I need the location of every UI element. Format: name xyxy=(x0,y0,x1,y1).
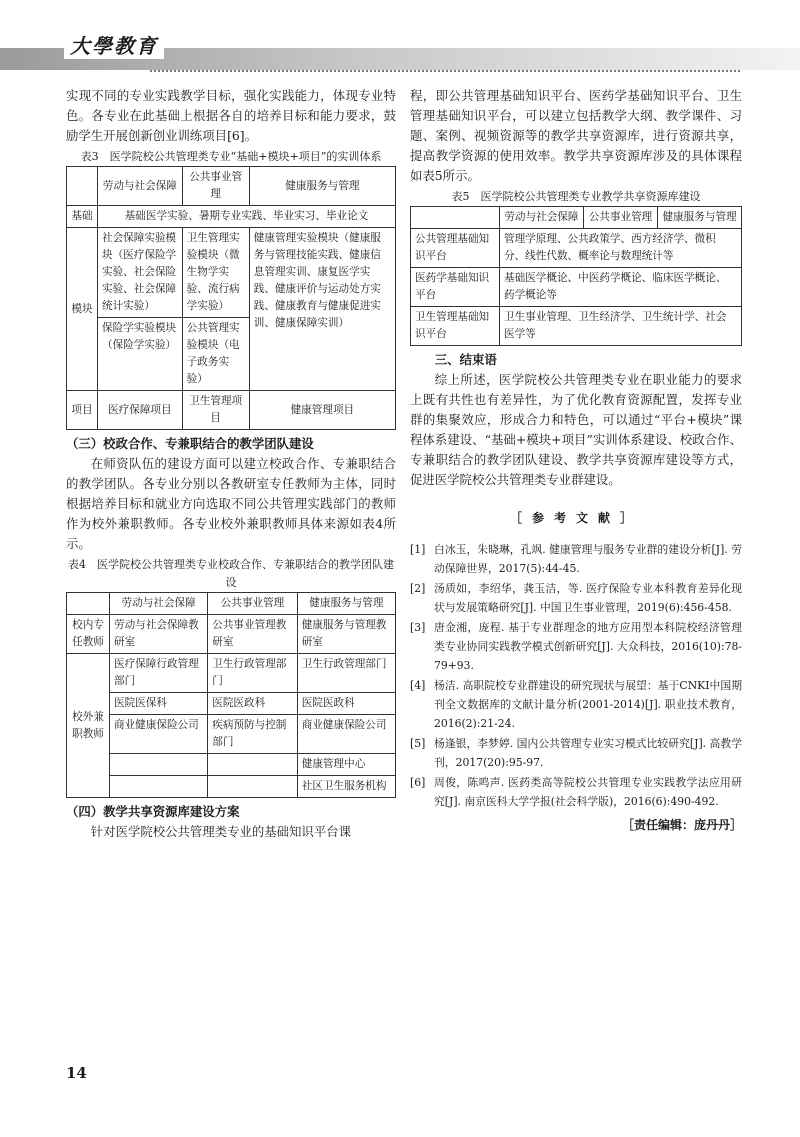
table-cell: 卫生行政管理部门 xyxy=(297,654,395,693)
right-paragraph-1: 程，即公共管理基础知识平台、医药学基础知识平台、卫生管理基础知识平台，可以建立包括教学大纲、教学课件、习题、案例、视频资源等的教学共享资源库，进行资源共享，提高教学资源的使用效率。教学共享资源库涉及的具体课程如表5所示。 xyxy=(410,88,742,183)
reference-item xyxy=(410,734,742,772)
table-cell: 疾病预防与控制部门 xyxy=(208,715,298,754)
table-header-cell xyxy=(411,207,500,229)
reference-text: 唐金湘，庞程. 基于专业群理念的地方应用型本科院校经济管理类专业协同实践教学模式创新研究[J]. 大众科技，2016(10):78-79+93. xyxy=(434,621,742,672)
table-header-cell: 健康服务与管理 xyxy=(297,593,395,615)
table-cell: 健康管理中心 xyxy=(297,754,395,776)
table-row-label: 医药学基础知识平台 xyxy=(411,268,500,307)
table-row xyxy=(67,206,396,228)
references-heading: ［参考文献］ xyxy=(509,511,642,525)
table-cell: 社区卫生服务机构 xyxy=(297,776,395,798)
table-cell: 医院医政科 xyxy=(208,693,298,715)
reference-item xyxy=(410,676,742,733)
reference-number: [4] xyxy=(410,679,426,692)
reference-number: [6] xyxy=(410,776,426,789)
table-cell xyxy=(208,776,298,798)
table-cell xyxy=(110,754,208,776)
table4-caption: 表4 医学院校公共管理类专业校政合作、专兼职结合的教学团队建设 xyxy=(68,558,394,589)
responsible-editor: ［责任编辑：庞丹丹］ xyxy=(621,818,742,832)
table-cell xyxy=(110,776,208,798)
table-header-cell xyxy=(67,593,110,615)
table-cell: 劳动与社会保障教研室 xyxy=(110,615,208,654)
table-header-cell: 公共事业管理 xyxy=(583,207,657,229)
table-header-cell: 公共事业管理 xyxy=(208,593,298,615)
table-cell: 医院医保科 xyxy=(110,693,208,715)
page-header xyxy=(0,30,800,78)
table3 xyxy=(66,166,396,430)
table-cell: 管理学原理、公共政策学、西方经济学、微积分、线性代数、概率论与数理统计等 xyxy=(500,229,742,268)
table-row-label: 校外兼职教师 xyxy=(67,654,110,798)
table-row xyxy=(411,307,742,346)
table-cell: 卫生事业管理、卫生经济学、卫生统计学、社会医学等 xyxy=(500,307,742,346)
page-number: 14 xyxy=(66,1064,87,1082)
table-row-label: 校内专任教师 xyxy=(67,615,110,654)
reference-number: [2] xyxy=(410,582,426,595)
table-cell: 商业健康保险公司 xyxy=(297,715,395,754)
table-row-label: 模块 xyxy=(67,228,98,391)
table-row-label: 项目 xyxy=(67,391,98,430)
table-header-cell: 劳动与社会保障 xyxy=(500,207,584,229)
table5-caption: 表5 医学院校公共管理类专业教学共享资源库建设 xyxy=(451,190,701,203)
table-header-cell: 劳动与社会保障 xyxy=(110,593,208,615)
table-cell: 卫生管理项目 xyxy=(182,391,249,430)
header-dotted-rule xyxy=(150,70,740,72)
table-header-cell: 健康服务与管理 xyxy=(249,167,395,206)
table-row xyxy=(411,229,742,268)
table-cell: 公共事业管理教研室 xyxy=(208,615,298,654)
section-heading-4: （四）教学共享资源库建设方案 xyxy=(66,804,240,819)
table-row xyxy=(67,693,396,715)
table-cell: 医疗保障项目 xyxy=(98,391,183,430)
table-cell: 基础医学概论、中医药学概论、临床医学概论、药学概论等 xyxy=(500,268,742,307)
table-cell: 公共管理实验模块（电子政务实验） xyxy=(182,318,249,391)
table-row xyxy=(67,167,396,206)
reference-item xyxy=(410,540,742,578)
reference-text: 杨逢银，李梦婷. 国内公共管理专业实习模式比较研究[J]. 高教学刊，2017(20):95-97. xyxy=(434,737,742,769)
table-row-label: 基础 xyxy=(67,206,98,228)
table-cell xyxy=(208,754,298,776)
table-cell: 健康管理项目 xyxy=(249,391,395,430)
right-paragraph-2: 综上所述，医学院校公共管理类专业在职业能力的要求上既有共性也有差异性，为了优化教育资源配置，发挥专业群的集聚效应，形成合力和特色，可以通过“平台+模块”课程体系建设、“基础+模块+项目”实训体系建设、校政合作、专兼职结合的教学团队建设、教学共享资源库建设等方式，促进医学院校公共管理类专业群建设。 xyxy=(410,372,742,487)
section-heading-3: （三）校政合作、专兼职结合的教学团队建设 xyxy=(66,436,314,451)
table-row xyxy=(67,754,396,776)
conclusion-heading: 三、结束语 xyxy=(434,352,497,367)
left-paragraph-3: 针对医学院校公共管理类专业的基础知识平台课 xyxy=(90,824,351,839)
references-list xyxy=(410,540,742,811)
table-row xyxy=(67,776,396,798)
table-cell: 医院医政科 xyxy=(297,693,395,715)
table-cell: 商业健康保险公司 xyxy=(110,715,208,754)
reference-item xyxy=(410,773,742,811)
table-row xyxy=(67,615,396,654)
table-cell: 基础医学实验、暑期专业实践、毕业实习、毕业论文 xyxy=(98,206,396,228)
table-row xyxy=(67,391,396,430)
table-cell: 健康服务与管理教研室 xyxy=(297,615,395,654)
table-cell: 保险学实验模块（保险学实验） xyxy=(98,318,183,391)
table-row xyxy=(411,268,742,307)
left-column xyxy=(66,86,396,842)
table-row-label: 公共管理基础知识平台 xyxy=(411,229,500,268)
table-row xyxy=(67,593,396,615)
reference-number: [5] xyxy=(410,737,426,750)
reference-text: 杨洁. 高职院校专业群建设的研究现状与展望：基于CNKI中国期刊全文数据库的文献计量分析(2001-2014)[J]. 职业技术教育，2016(2):21-24. xyxy=(434,679,742,730)
table-header-cell xyxy=(67,167,98,206)
reference-item xyxy=(410,579,742,617)
table5 xyxy=(410,206,742,346)
table-cell: 医疗保障行政管理部门 xyxy=(110,654,208,693)
table-row xyxy=(411,207,742,229)
table-row xyxy=(67,715,396,754)
table-header-cell: 健康服务与管理 xyxy=(658,207,742,229)
right-column xyxy=(410,86,742,835)
reference-number: [3] xyxy=(410,621,426,634)
table3-caption: 表3 医学院校公共管理类专业“基础+模块+项目”的实训体系 xyxy=(80,150,382,163)
table-row xyxy=(67,654,396,693)
left-paragraph-1: 实现不同的专业实践教学目标，强化实践能力，体现专业特色。各专业在此基础上根据各自的培养目标和能力要求，鼓励学生开展创新创业训练项目[6]。 xyxy=(66,88,396,143)
reference-text: 白冰玉，朱晓琳，孔飒. 健康管理与服务专业群的建设分析[J]. 劳动保障世界，2017(5):44-45. xyxy=(434,543,742,575)
table-header-cell: 公共事业管理 xyxy=(182,167,249,206)
reference-text: 汤质如，李绍华，龚玉洁，等. 医疗保险专业本科教育差异化现状与发展策略研究[J]. 中国卫生事业管理，2019(6):456-458. xyxy=(434,582,742,614)
reference-number: [1] xyxy=(410,543,426,556)
left-paragraph-2: 在师资队伍的建设方面可以建立校政合作、专兼职结合的教学团队。各专业分别以各教研室专任教师为主体，同时根据培养目标和就业方向选取不同公共管理实践部门的教师作为校外兼职教师。各专业校外兼职教师具体来源如表4所示。 xyxy=(66,456,396,551)
table-cell: 卫生行政管理部门 xyxy=(208,654,298,693)
table-row-label: 卫生管理基础知识平台 xyxy=(411,307,500,346)
table-cell: 健康管理实验模块（健康服务与管理技能实践、健康信息管理实训、康复医学实践、健康评价与运动处方实践、健康教育与健康促进实训、健康保障实训） xyxy=(249,228,395,391)
table-cell: 社会保障实验模块（医疗保险学实验、社会保险实验、社会保障统计实验） xyxy=(98,228,183,318)
table-cell: 卫生管理实验模块（微生物学实验、流行病学实验） xyxy=(182,228,249,318)
table-header-cell: 劳动与社会保障 xyxy=(98,167,183,206)
reference-item xyxy=(410,618,742,675)
table-row xyxy=(67,228,396,318)
table4 xyxy=(66,592,396,798)
reference-text: 周俊，陈鸣声. 医药类高等院校公共管理专业实践教学法应用研究[J]. 南京医科大学学报(社会科学版)，2016(6):490-492. xyxy=(434,776,742,808)
journal-logo: 大學教育 xyxy=(64,30,164,59)
